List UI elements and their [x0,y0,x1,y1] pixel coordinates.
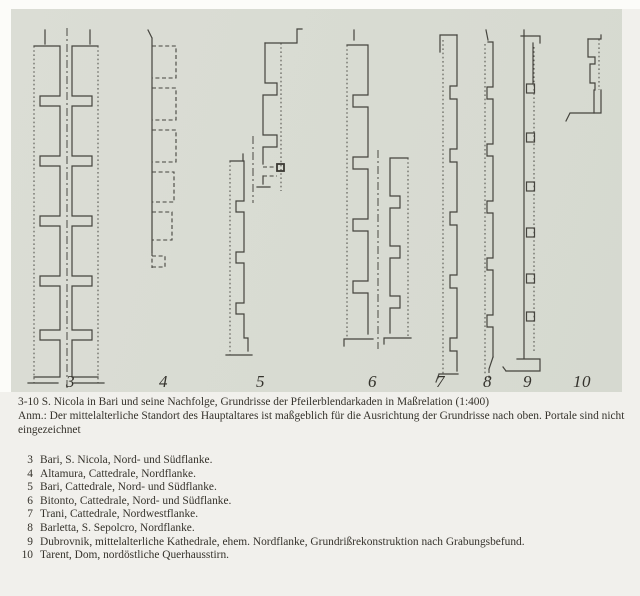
caption-entry [18,522,630,536]
plan-4-altamura [148,30,176,268]
plan-6-bitonto [344,30,411,349]
plan-label-8: 8 [483,372,492,391]
altar-dashes [263,167,277,176]
caption-note-line1: Anm.: Der mittelalterliche Standort des Hauptaltares ist maßgeblich für die Ausrichtung der Grundrisse nach oben. Portale sind nicht [18,410,625,422]
entry-text: Trani, Cattedrale, Nordwestflanke. [40,508,199,521]
plan-label-5: 5 [256,372,265,391]
entry-text: Tarent, Dom, nordöstliche Querhausstirn. [40,549,230,562]
caption-entry [18,468,630,482]
entry-text: Barletta, S. Sepolcro, Nordflanke. [40,521,195,534]
plan-3-bari-s-nicola [28,28,104,388]
caption-entry [18,536,630,550]
plan-9-dubrovnik [503,30,540,371]
figure-plate [11,9,622,392]
plan-7-trani [436,35,458,382]
figure-caption [18,395,630,563]
entry-text: Dubrovnik, mittelalterliche Kathedrale, ehem. Nordflanke, Grundrißrekonstruktion nach Grabungsbefund. [40,535,525,548]
scan-margin-top [0,0,640,9]
caption-entry [18,481,630,495]
caption-entry [18,495,630,509]
plan-label-3: 3 [66,372,75,391]
caption-entry [18,549,630,563]
plan-label-10: 10 [573,372,591,391]
plan-label-9: 9 [523,372,532,391]
entry-number: 8 [27,521,33,534]
entry-number: 7 [27,508,33,521]
entry-number: 9 [27,535,33,548]
entry-number: 3 [27,454,33,466]
entry-text: Bari, S. Nicola, Nord- und Südflanke. [40,454,213,466]
plan-label-4: 4 [159,372,168,391]
entry-number: 6 [27,494,33,507]
plan-label-7: 7 [436,372,445,391]
caption-entry [18,454,630,468]
caption-note-line2: eingezeichnet [18,424,81,436]
caption-heading: 3-10 S. Nicola in Bari und seine Nachfolge, Grundrisse der Pfeilerblendarkaden in Maßrelation (1:400) [18,396,489,408]
entry-text: Altamura, Cattedrale, Nordflanke. [40,467,196,480]
entry-number: 4 [27,467,33,480]
plans-drawing [11,9,622,392]
entry-number: 10 [21,549,33,562]
caption-entry [18,508,630,522]
plan-8-barletta [485,30,493,378]
plan-10-tarent [566,35,601,121]
caption-entry-list [18,454,630,563]
scan-margin-left [0,9,11,392]
entry-number: 5 [27,481,33,494]
plan-label-6: 6 [368,372,377,391]
plan-5-bari-cattedrale [226,29,302,355]
entry-text: Bari, Cattedrale, Nord- und Südflanke. [40,481,217,494]
entry-text: Bitonto, Cattedrale, Nord- und Südflanke. [40,494,232,507]
